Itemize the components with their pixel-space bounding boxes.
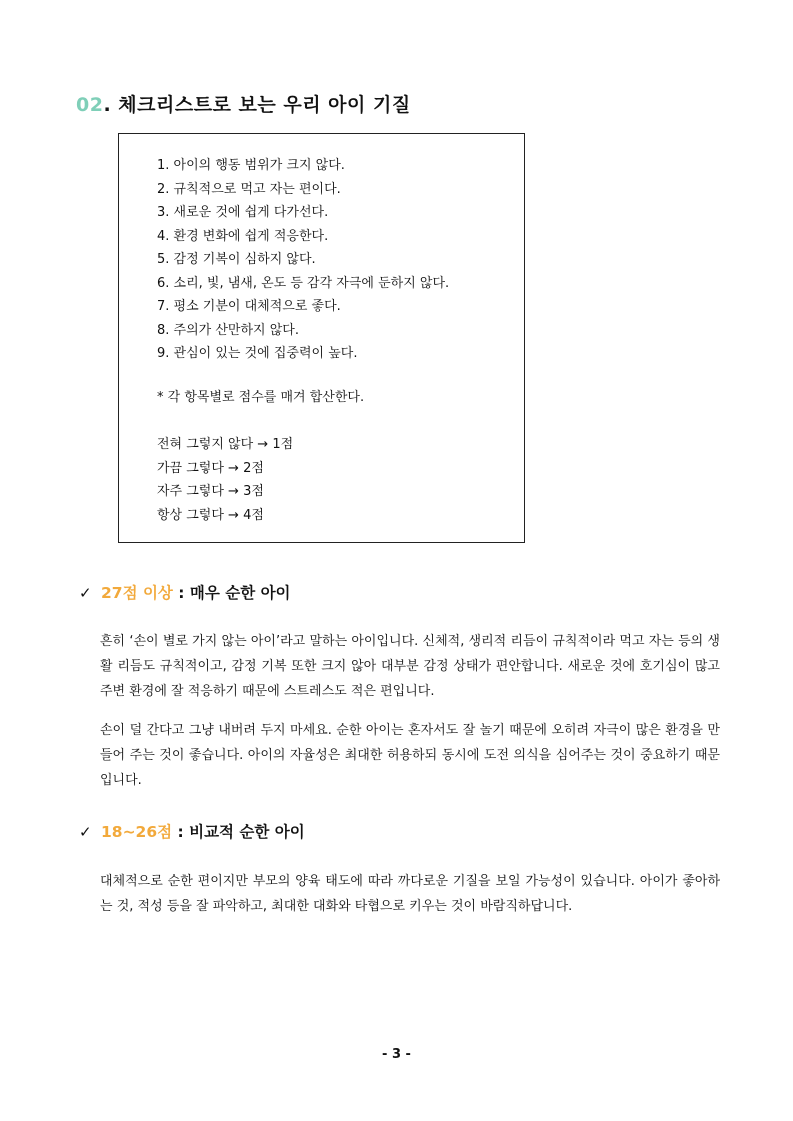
score-scale-item: 항상 그렇다 → 4점: [157, 507, 264, 523]
checklist-item: 4. 환경 변화에 쉽게 적응한다.: [157, 228, 329, 244]
heading-separator: :: [172, 823, 190, 841]
score-scale-item: 가끔 그렇다 → 2점: [157, 460, 264, 476]
result-title: 매우 순한 아이: [189, 584, 291, 602]
scoring-note: * 각 항목별로 점수를 매겨 합산한다.: [157, 390, 365, 405]
checklist-item: 2. 규칙적으로 먹고 자는 편이다.: [157, 181, 341, 197]
checklist-item: 3. 새로운 것에 쉽게 다가선다.: [157, 205, 329, 220]
section-title-text: . 체크리스트로 보는 우리 아이 기질: [103, 94, 411, 116]
score-range: 27점 이상: [101, 584, 173, 602]
checkmark-icon: ✓: [79, 584, 92, 602]
score-scale: [157, 433, 293, 527]
result-paragraph: 손이 덜 간다고 그냥 내버려 두지 마세요. 순한 아이는 혼자서도 잘 놀기 때문에 오히려 자극이 많은 환경을 만들어 주는 것이 좋습니다. 아이의 자율성은 최대한 허용하되 동시에 도전 의식을 심어주는 것이 중요하기 때문입니다.: [100, 723, 720, 788]
result-title: 비교적 순한 아이: [189, 823, 305, 841]
checklist-box: [118, 133, 525, 543]
checklist-item: 9. 관심이 있는 것에 집중력이 높다.: [157, 346, 358, 361]
checklist-item: 6. 소리, 빛, 냄새, 온도 등 감각 자극에 둔하지 않다.: [157, 275, 450, 291]
result-paragraph: 대체적으로 순한 편이지만 부모의 양육 태도에 따라 까다로운 기질을 보일 가능성이 있습니다. 아이가 좋아하는 것, 적성 등을 잘 파악하고, 최대한 대화와 타협으로 키우는 것이 바람직하답니다.: [100, 874, 720, 914]
checklist-item: 7. 평소 기분이 대체적으로 좋다.: [157, 299, 341, 314]
score-range: 18~26점: [101, 823, 173, 841]
score-scale-item: 전혀 그렇지 않다 → 1점: [157, 437, 294, 452]
checklist-item: 8. 주의가 산만하지 않다.: [157, 322, 299, 338]
result-heading-high: [79, 581, 291, 603]
score-scale-item: 자주 그렇다 → 3점: [157, 484, 264, 499]
checkmark-icon: ✓: [79, 823, 92, 841]
result-heading-mid: [79, 820, 305, 842]
checklist-item: 1. 아이의 행동 범위가 크지 않다.: [157, 158, 345, 173]
result-paragraph: 흔히 ‘손이 별로 가지 않는 아이’라고 말하는 아이입니다. 신체적, 생리적 리듬이 규칙적이라 먹고 자는 등의 생활 리듬도 규칙적이고, 감정 기복 또한 크지 않아 대부분 감정 상태가 편안합니다. 새로운 것에 호기심이 많고 주변 환경에 잘 적응하기 때문에 스트레스도 적은 편입니다.: [100, 634, 720, 699]
section-heading: [76, 90, 411, 117]
checklist-item: 5. 감정 기복이 심하지 않다.: [157, 252, 316, 267]
section-number: 02: [76, 94, 104, 116]
heading-separator: :: [172, 584, 190, 602]
page-number: - 3 -: [382, 1047, 411, 1062]
checklist-items: [157, 154, 449, 366]
